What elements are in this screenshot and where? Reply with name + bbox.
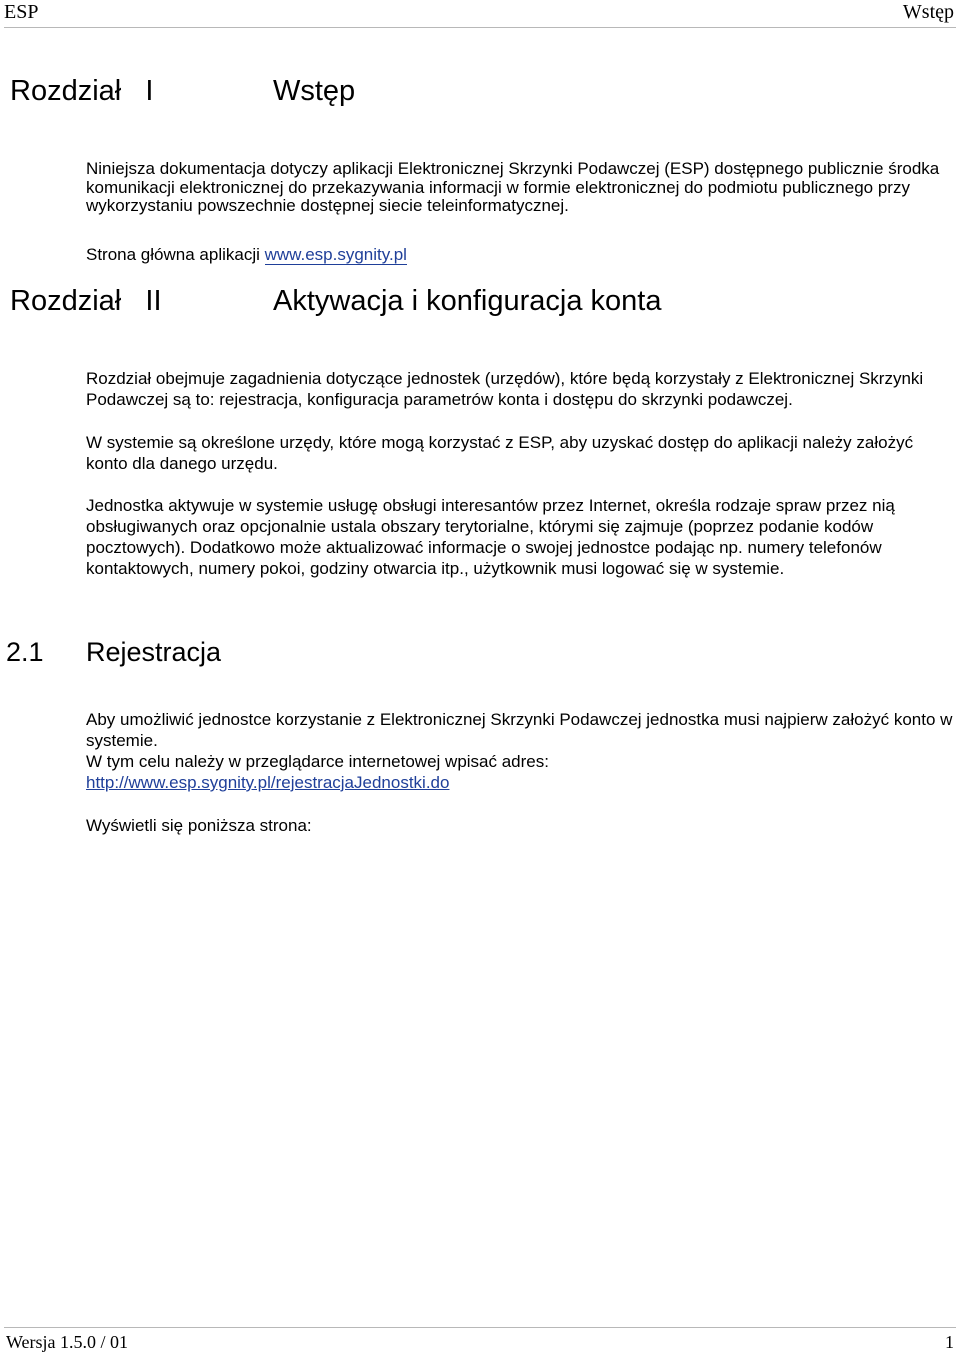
reg-paragraph-2: W tym celu należy w przeglądarce internetowej wpisać adres:: [86, 752, 549, 771]
ch2-paragraph-1: Rozdział obejmuje zagadnienia dotyczące jednostek (urzędów), które będą korzystały z Elektronicznej Skrzynki Podawczej są to: rejestracja, konfiguracja parametrów konta i dostępu do skrzynki podawczej.: [86, 369, 924, 409]
registration-link[interactable]: http://www.esp.sygnity.pl/rejestracjaJednostki.do: [86, 773, 450, 792]
ch2-paragraph-3: Jednostka aktywuje w systemie usługę obsługi interesantów przez Internet, określa rodzaje spraw przez nią obsługiwanych oraz opcjonalnie ustala obszary terytorialne, którymi się zajmuje (poprzez podanie kodów pocztowych). Dodatkowo może aktualizować informacje o swojej jednostce podając np. numery telefonów kontaktowych, numery pokoi, godziny otwarcia itp., użytkownik musi logować się w systemie.: [86, 496, 895, 578]
reg-link-line: [86, 772, 954, 793]
chapter-number: Rozdział II: [10, 285, 162, 317]
header-divider: [4, 27, 956, 28]
chapter-title: Aktywacja i konfiguracja konta: [273, 285, 662, 317]
home-page-link[interactable]: www.esp.sygnity.pl: [264, 245, 407, 264]
section-heading-2-1: [6, 636, 222, 668]
reg-paragraph-1: Aby umożliwić jednostce korzystanie z Elektronicznej Skrzynki Podawczej jednostka musi najpierw założyć konto w systemie.: [86, 710, 953, 750]
reg-paragraph-3: Wyświetli się poniższa strona:: [86, 816, 312, 835]
intro-paragraph: Niniejsza dokumentacja dotyczy aplikacji Elektronicznej Skrzynki Podawczej (ESP) dostępnego publicznie środka komunikacji elektronicznej do przekazywania informacji w formie elektronicznej do podmiotu publicznego przy wykorzystaniu powszechnie dostępnej siecie teleinformatycznej.: [86, 159, 940, 215]
header-chapter: Wstęp: [902, 1, 954, 23]
section-number: 2.1: [6, 637, 44, 667]
ch2-paragraph-2: W systemie są określone urzędy, które mogą korzystać z ESP, aby uzyskać dostęp do aplikacji należy założyć konto dla danego urzędu.: [86, 433, 914, 473]
header-product: ESP: [4, 1, 39, 23]
footer-divider: [4, 1327, 956, 1328]
chapter-number: Rozdział I: [10, 75, 154, 107]
page-number: 1: [945, 1332, 954, 1352]
footer-version: Wersja 1.5.0 / 01: [6, 1332, 129, 1352]
home-page-line: [86, 244, 954, 265]
section-title: Rejestracja: [86, 637, 222, 667]
home-page-label: Strona główna aplikacji: [86, 245, 265, 264]
chapter-title: Wstęp: [273, 75, 356, 107]
